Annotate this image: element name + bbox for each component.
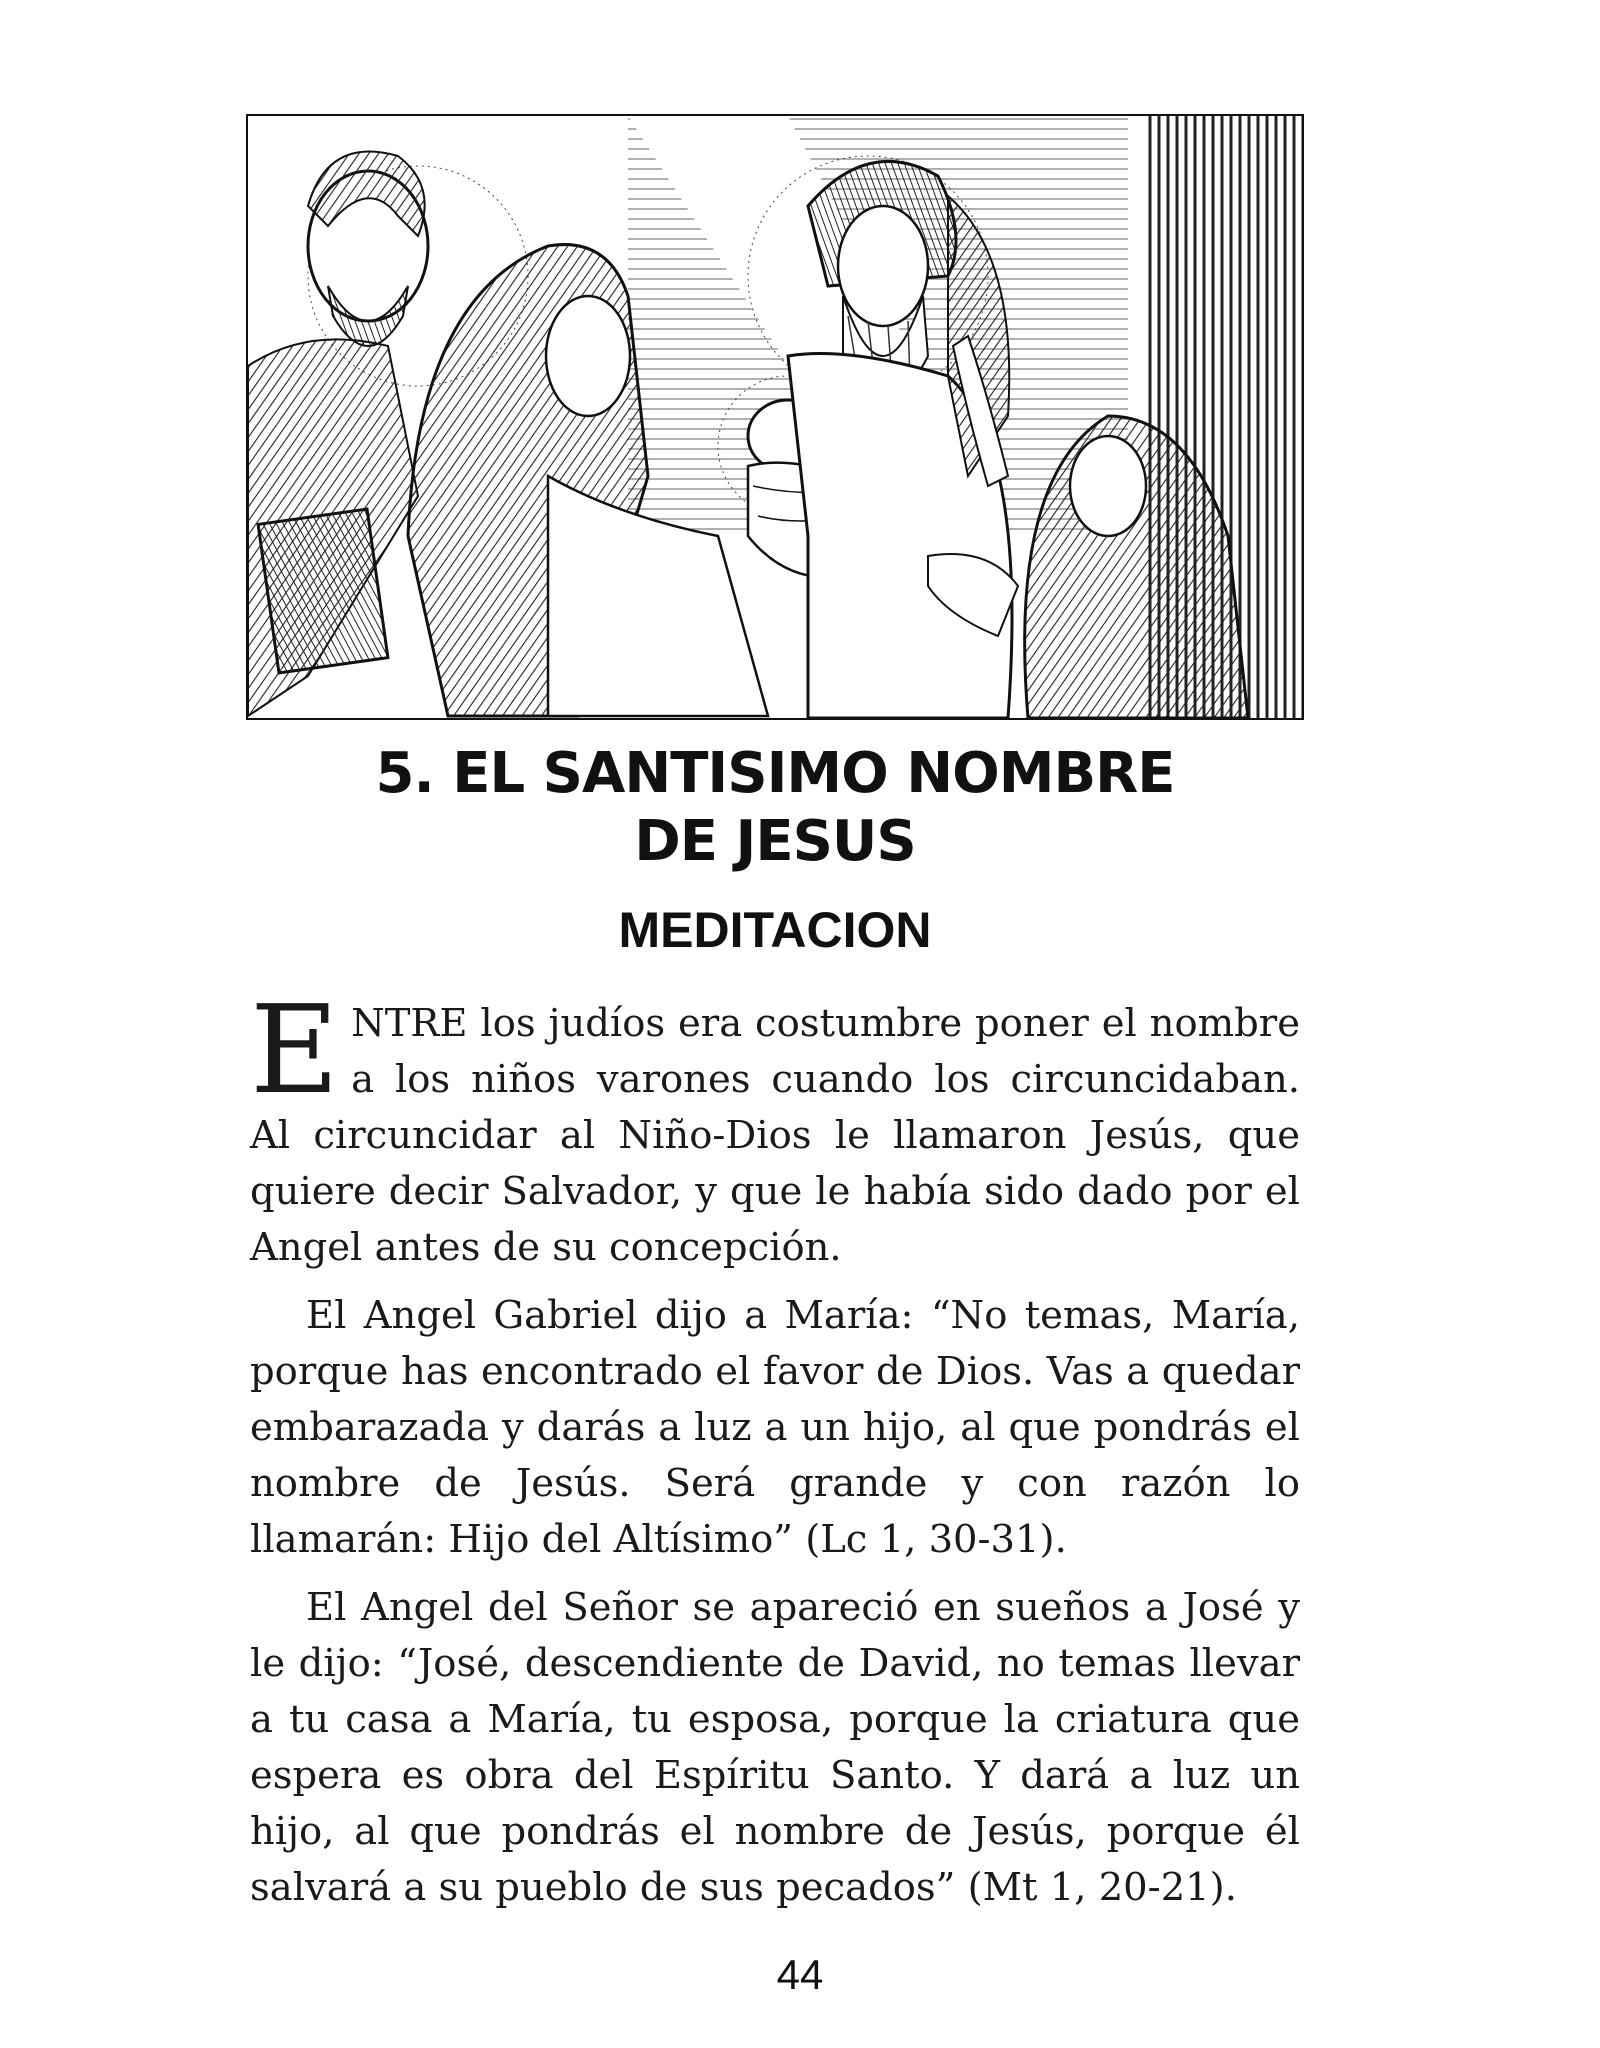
engraving-icon [248,116,1302,718]
chapter-title-line-1: 5. EL SANTISIMO NOMBRE [375,741,1175,806]
section-subtitle: MEDITACION [618,902,932,958]
body-text [250,979,1300,1928]
paragraph-1-text: NTRE los judíos era costumbre poner el nombre a los niños varones cuando los circuncidaban. Al circuncidar al Niño-Dios le llamaron Jesús, que quiere decir Salvador, y que le había sido dado por el Angel antes de su concepción. [250,1001,1300,1270]
page-number: 44 [776,1951,824,1998]
paragraph-1 [250,979,1300,1276]
paragraph-3: El Angel del Señor se apareció en sueños a José y le dijo: “José, descendiente de David, no temas llevar a tu casa a María, tu esposa, porque la criatura que espera es obra del Espíritu Santo. Y dará a luz un hijo, al que pondrás el nombre de Jesús, porque él salvará a su pueblo de sus pecados” (Mt 1, 20-21). [250,1585,1300,1910]
paragraph-2: El Angel Gabriel dijo a María: “No temas, María, porque has encontrado el favor de Dios. Vas a quedar embarazada y darás a luz a un hijo, al que pondrás el nombre de Jesús. Será grande y con razón lo llamarán: Hijo del Altísimo” (Lc 1, 30-31). [250,1293,1300,1562]
drop-cap: E [250,979,340,1121]
presentation-in-temple-illustration [246,114,1304,720]
chapter-title [246,740,1304,876]
chapter-title-line-2: DE JESUS [634,809,916,874]
